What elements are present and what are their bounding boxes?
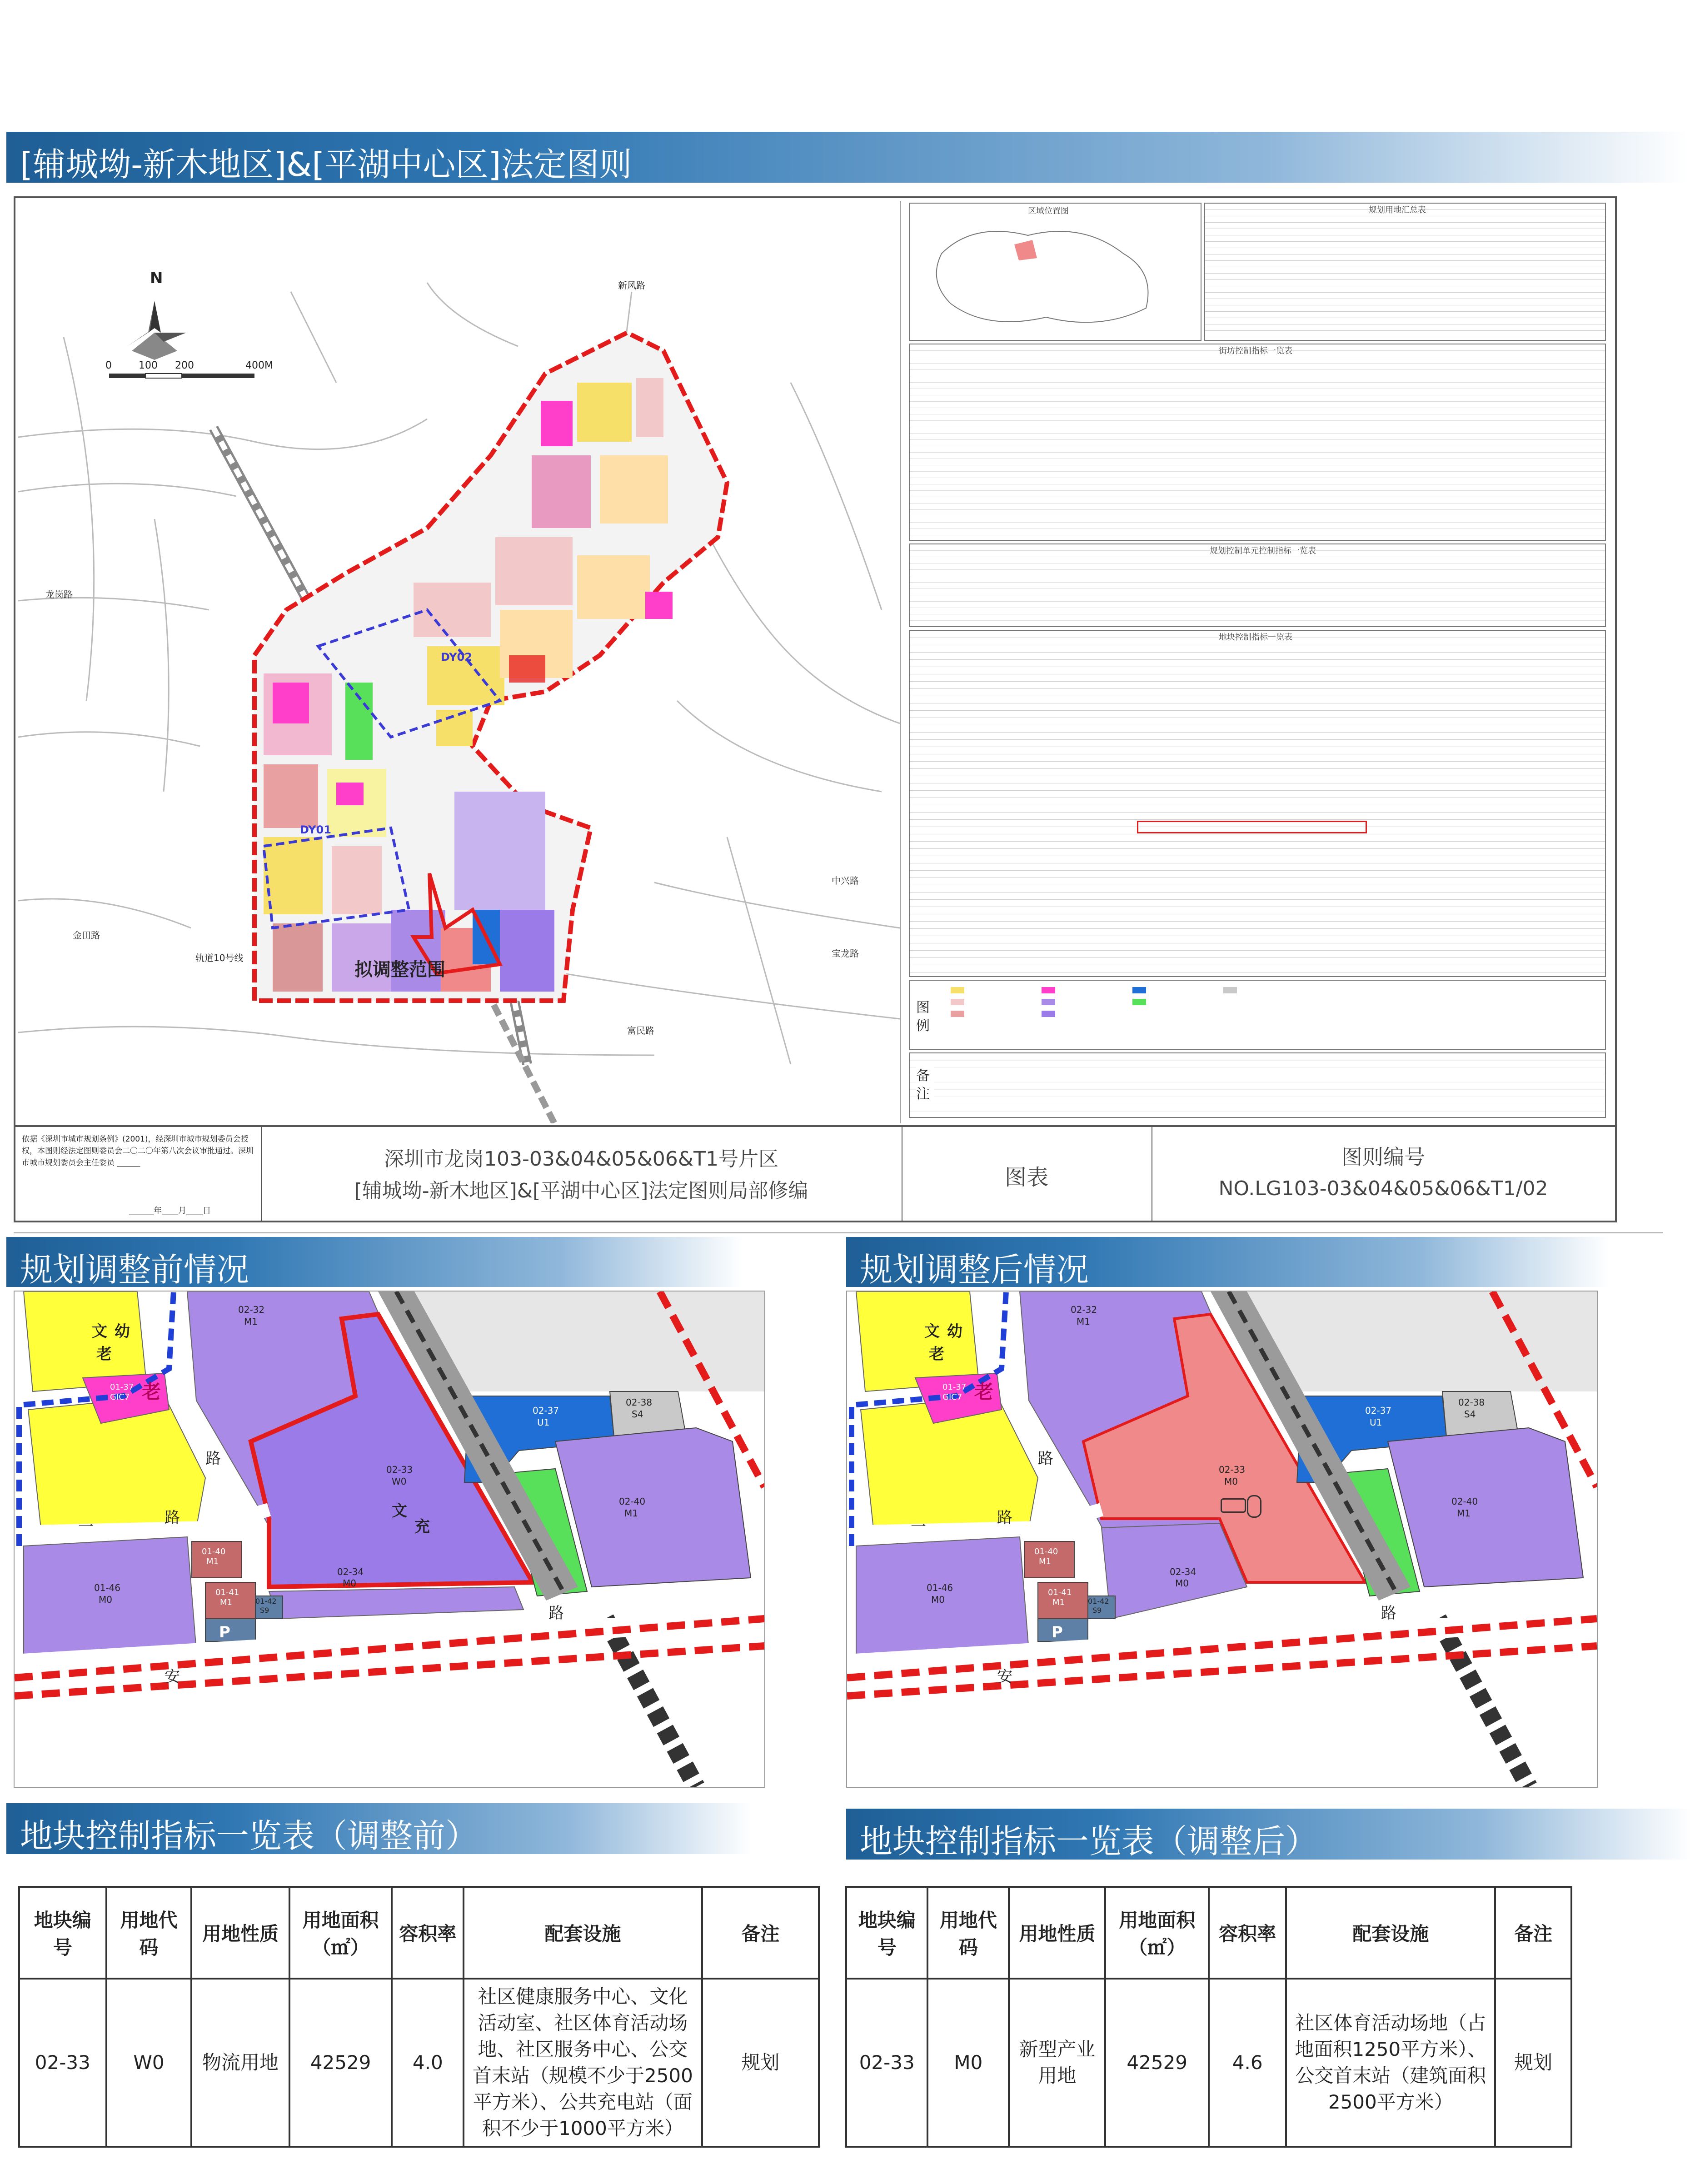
bus-terminal-icon: [1221, 1498, 1246, 1513]
parcel-code: 01-41: [215, 1588, 239, 1597]
road-name-char: 路: [1038, 1450, 1053, 1468]
legend-box: [909, 980, 1606, 1050]
parcel-code: 02-40: [619, 1496, 646, 1507]
table-after-banner: [846, 1809, 1691, 1860]
sports-field-icon: [1247, 1495, 1261, 1518]
header-remark: 备注: [1495, 1887, 1571, 1979]
road-name-char: 安: [997, 1668, 1012, 1686]
parking-icon: P: [1052, 1623, 1063, 1641]
header-far: 容积率: [392, 1887, 464, 1979]
parcel-code: 02-37: [1365, 1405, 1392, 1416]
zone-label-dy01: DY01: [300, 823, 331, 836]
parcel-code: 02-33: [1219, 1464, 1246, 1475]
parking-icon: P: [219, 1623, 230, 1641]
parcel-code: 02-34: [1170, 1566, 1196, 1577]
road-name-char: 路: [997, 1509, 1012, 1527]
summary-table-title: 规划用地汇总表: [1369, 204, 1426, 215]
before-banner: [6, 1237, 743, 1287]
parcel-use: S4: [1464, 1409, 1476, 1420]
header-area: 用地面积（㎡）: [289, 1887, 392, 1979]
location-map-svg: [910, 204, 1201, 340]
parcel-use: M1: [220, 1598, 232, 1607]
table-after-title: 地块控制指标一览表（调整后）: [860, 1822, 1318, 1860]
table-before-title: 地块控制指标一览表（调整前）: [20, 1817, 479, 1855]
kindergarten-icon: 幼: [947, 1322, 962, 1341]
road-label-3: 中兴路: [832, 875, 859, 886]
before-map[interactable]: [14, 1291, 765, 1788]
scale-tick-2: 200: [175, 360, 194, 371]
cell-parcel-no: 02-33: [846, 1979, 927, 2147]
parcel-use: W0: [392, 1476, 407, 1487]
cell-far: 4.0: [392, 1979, 464, 2147]
road-label-6: 宝龙路: [832, 948, 859, 959]
road-name-char: 路: [1381, 1604, 1396, 1622]
cell-facilities: 社区健康服务中心、文化活动室、社区体育活动场地、社区服务中心、公交首末站（规模不少于2500平方米）、公共充电站（面积不少于1000平方米）: [464, 1979, 702, 2147]
parcel-use: M1: [1077, 1316, 1090, 1327]
road-name-char: 一: [911, 1518, 926, 1536]
scale-tick-0: 0: [105, 360, 112, 371]
parcel-use: M0: [931, 1594, 945, 1605]
road-name-char: 一: [78, 1518, 94, 1536]
parcel-code: 01-41: [1048, 1588, 1072, 1597]
road-label-1: 龙岗路: [45, 589, 73, 600]
cell-parcel-no: 02-33: [19, 1979, 106, 2147]
charging-icon: 充: [414, 1518, 430, 1536]
road-name-char: 路: [548, 1604, 564, 1622]
cell-area: 42529: [1105, 1979, 1209, 2147]
elder-icon: 老: [929, 1345, 944, 1363]
header-land-code: 用地代码: [106, 1887, 192, 1979]
road-name-char: 路: [165, 1509, 180, 1527]
project-title-line2: [辅城坳-新木地区]&[平湖中心区]法定图则局部修编: [354, 1179, 808, 1202]
parcel-code: 01-42: [1088, 1597, 1109, 1606]
sheet-no: NO.LG103-03&04&05&06&T1/02: [1218, 1177, 1548, 1200]
header-land-use: 用地性质: [1009, 1887, 1105, 1979]
parcel-use: GIC7: [110, 1392, 130, 1402]
parcel-code: 01-37: [942, 1382, 967, 1392]
header-parcel-no: 地块编号: [846, 1887, 927, 1979]
kindergarten-icon: 幼: [115, 1322, 130, 1341]
sheet-type: 图表: [1004, 1165, 1048, 1190]
block-table-title: 街坊控制指标一览表: [1219, 344, 1292, 356]
parcel-table-title: 地块控制指标一览表: [1219, 631, 1292, 643]
cell-far: 4.6: [1209, 1979, 1286, 2147]
location-map-title: 区域位置图: [1028, 206, 1069, 216]
parcel-code: 02-37: [533, 1405, 559, 1416]
header-land-code: 用地代码: [927, 1887, 1009, 1979]
parcel-use: U1: [1370, 1417, 1382, 1428]
parcel-code: 02-38: [626, 1397, 653, 1408]
highlight-row: [1137, 821, 1367, 833]
table-before-banner: [6, 1803, 752, 1854]
after-map[interactable]: [846, 1291, 1598, 1788]
control-table-after: [845, 1886, 1572, 2148]
control-table-before: [18, 1886, 820, 2148]
sheet-no-label: 图则编号: [1341, 1145, 1425, 1169]
notes-box: [909, 1052, 1606, 1118]
project-title-line1: 深圳市龙岗103-03&04&05&06&T1号片区: [384, 1147, 778, 1171]
parcel-code: 02-40: [1451, 1496, 1478, 1507]
parcel-code: 02-33: [386, 1464, 413, 1475]
unit-control-table: [909, 544, 1606, 627]
location-map[interactable]: [909, 203, 1201, 341]
parcel-code: 01-40: [1034, 1547, 1058, 1556]
road-label-4: 轨道10号线: [195, 952, 244, 963]
cell-land-code: W0: [106, 1979, 192, 2147]
parcel-use: M0: [1175, 1578, 1189, 1589]
road-name-char: 安: [165, 1668, 180, 1686]
header-far: 容积率: [1209, 1887, 1286, 1979]
elder-icon: 老: [142, 1381, 161, 1403]
notes-label: 备 注: [916, 1067, 934, 1103]
zone-label-dy02: DY02: [441, 651, 472, 663]
after-title: 规划调整后情况: [860, 1251, 1089, 1289]
cell-land-use: 物流用地: [191, 1979, 289, 2147]
parcel-use: GIC7: [942, 1392, 962, 1402]
parcel-code: 02-32: [1071, 1304, 1097, 1315]
info-panel: [904, 201, 1611, 1123]
parcel-use: M1: [1039, 1557, 1051, 1566]
compass-letter: N: [150, 269, 163, 287]
header-parcel-no: 地块编号: [19, 1887, 106, 1979]
before-map-svg: [15, 1291, 764, 1787]
parcel-use: M1: [1457, 1508, 1471, 1519]
summary-table: [1204, 203, 1606, 341]
parcel-use: M0: [1224, 1476, 1238, 1487]
parcel-code: 01-46: [94, 1582, 121, 1593]
land-use-map[interactable]: [18, 201, 901, 1123]
road-label-5: 富民路: [627, 1025, 654, 1036]
parcel-use: S9: [1092, 1606, 1102, 1615]
page-title: [辅城坳-新木地区]&[平湖中心区]法定图则: [20, 145, 632, 184]
after-map-svg: [847, 1291, 1597, 1787]
scale-tick-1: 100: [139, 360, 158, 371]
title-block: [15, 1125, 1615, 1222]
cell-facilities: 社区体育活动场地（占地面积1250平方米）、公交首末站（建筑面积2500平方米）: [1286, 1979, 1495, 2147]
block-control-table: [909, 344, 1606, 541]
scale-tick-3: 400M: [245, 360, 273, 371]
header-land-use: 用地性质: [191, 1887, 289, 1979]
road-label-2: 金田路: [73, 930, 100, 941]
parcel-use: M1: [1052, 1598, 1065, 1607]
legend-swatches: [951, 987, 1587, 1042]
parcel-use: S9: [260, 1606, 269, 1615]
statutory-plan-sheet: [14, 196, 1617, 1222]
table-header-row: [19, 1887, 819, 1979]
table-header-row: [846, 1887, 1571, 1979]
culture-icon: 文: [392, 1502, 407, 1520]
parcel-code: 02-32: [238, 1304, 265, 1315]
cell-land-use: 新型产业用地: [1009, 1979, 1105, 2147]
elder-icon: 老: [974, 1381, 994, 1403]
parcel-use: M0: [343, 1578, 356, 1589]
parcel-code: 02-38: [1458, 1397, 1485, 1408]
parcel-code: 02-34: [337, 1566, 364, 1577]
road-label-0: 新风路: [618, 280, 645, 291]
scale-bar: [109, 374, 254, 378]
header-area: 用地面积（㎡）: [1105, 1887, 1209, 1979]
culture-icon: 文: [924, 1322, 940, 1341]
parcel-control-table: [909, 630, 1606, 977]
before-title: 规划调整前情况: [20, 1251, 249, 1289]
road-name-char: 路: [205, 1450, 221, 1468]
parcel-use: M0: [99, 1594, 112, 1605]
north-arrow-icon: [127, 301, 186, 360]
cell-area: 42529: [289, 1979, 392, 2147]
header-facilities: 配套设施: [464, 1887, 702, 1979]
legend-label: 图 例: [916, 1000, 930, 1034]
parcel-use: M1: [206, 1557, 219, 1566]
cell-remark: 规划: [1495, 1979, 1571, 2147]
parcel-use: S4: [632, 1409, 643, 1420]
approval-text: 依据《深圳市城市规划条例》(2001)，经深圳市城市规划委员会授权，本图则经法定图则委员会二〇二〇年第八次会议审批通过。深圳市城市规划委员会主任委员 ______: [22, 1135, 254, 1167]
after-banner: [846, 1237, 1610, 1287]
culture-icon: 文: [92, 1322, 107, 1341]
parcel-code: 01-42: [255, 1597, 277, 1606]
cell-remark: 规划: [702, 1979, 819, 2147]
parcel-code: 01-46: [927, 1582, 953, 1593]
elder-icon: 老: [96, 1345, 112, 1363]
header-remark: 备注: [702, 1887, 819, 1979]
parcel-use: U1: [537, 1417, 550, 1428]
unit-table-title: 规划控制单元控制指标一览表: [1210, 544, 1316, 556]
table-row: [846, 1979, 1571, 2147]
cell-land-code: M0: [927, 1979, 1009, 2147]
approval-date: ______年____月____日: [129, 1206, 211, 1216]
parcel-use: M1: [244, 1316, 258, 1327]
adjust-scope-label: 拟调整范围: [354, 959, 445, 980]
page-title-banner: [6, 132, 1688, 183]
parcel-code: 01-40: [202, 1547, 226, 1556]
header-facilities: 配套设施: [1286, 1887, 1495, 1979]
parcel-code: 01-37: [110, 1382, 134, 1392]
section-divider: [14, 1232, 1663, 1233]
table-row: [19, 1979, 819, 2147]
parcel-use: M1: [624, 1508, 638, 1519]
